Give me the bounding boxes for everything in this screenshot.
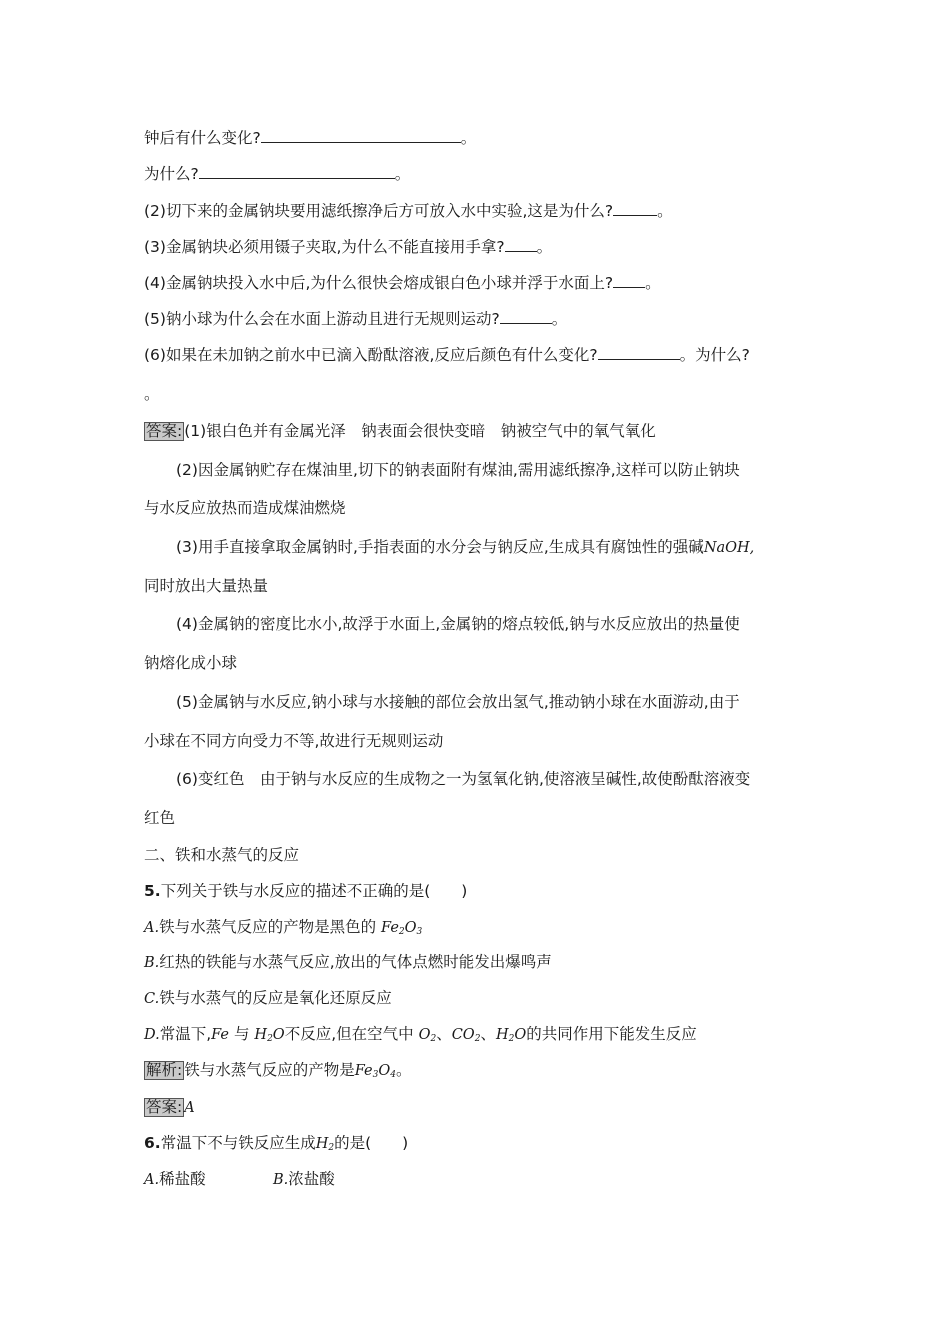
q4-sub2: (2)切下来的金属钠块要用滤纸擦净后方可放入水中实验,这是为什么? 。 <box>144 202 673 220</box>
answer-blank[interactable] <box>598 345 680 360</box>
answer-4-line1: 答案: (1)银白色并有金属光泽 钠表面会很快变暗 钠被空气中的氧气氧化 <box>146 422 656 440</box>
formula-h2: $H_2$ <box>315 1136 335 1153</box>
q4-period: 。 <box>144 385 160 403</box>
q5-option-c[interactable]: C.铁与水蒸气的反应是氧化还原反应 <box>144 989 392 1007</box>
q6-option-b[interactable]: B.浓盐酸 <box>273 1170 335 1188</box>
answer-blank[interactable] <box>500 309 552 324</box>
q4-sub5: (5)钠小球为什么会在水面上游动且进行无规则运动? 。 <box>144 310 568 328</box>
q6-stem: 6.常温下不与铁反应生成$H_2$的是( ) <box>144 1134 409 1153</box>
answer-4-2a: (2)因金属钠贮存在煤油里,切下的钠表面附有煤油,需用滤纸擦净,这样可以防止钠块 <box>176 461 740 479</box>
answer-label: 答案: <box>146 1098 183 1116</box>
q5-stem: 5.下列关于铁与水反应的描述不正确的是( ) <box>144 882 468 900</box>
answer-blank[interactable] <box>261 128 461 143</box>
q4-sub4: (4)金属钠块投入水中后,为什么很快会熔成银白色小球并浮于水面上? 。 <box>144 274 661 292</box>
formula-h2o: $H_2O$ <box>254 1027 285 1044</box>
formula-fe3o4: $Fe_3O_4$ <box>354 1063 396 1080</box>
answer-4-2b: 与水反应放热而造成煤油燃烧 <box>144 499 346 517</box>
analysis-label: 解析: <box>146 1061 183 1079</box>
q4-sub6: (6)如果在未加钠之前水中已滴入酚酞溶液,反应后颜色有什么变化? 。为什么? <box>144 346 750 364</box>
answer-4-4b: 钠熔化成小球 <box>144 654 238 672</box>
answer-4-3b: 同时放出大量热量 <box>144 577 269 595</box>
q4-line1: 钟后有什么变化? 。 <box>144 129 477 147</box>
formula-h2o: $H_2O$ <box>495 1027 527 1044</box>
q5-option-a[interactable]: A.铁与水蒸气反应的产物是黑色的 $Fe_2O_3$ <box>144 918 423 937</box>
formula-co2: $CO_2$ <box>451 1027 481 1044</box>
q6-option-a[interactable]: A.稀盐酸 <box>144 1170 206 1188</box>
answer-blank[interactable] <box>613 201 657 216</box>
answer-4-6b: 红色 <box>144 809 176 827</box>
answer-blank[interactable] <box>199 164 395 179</box>
formula-o2: $O_2$ <box>418 1027 437 1044</box>
q4-sub3: (3)金属钠块必须用镊子夹取,为什么不能直接用手拿? 。 <box>144 238 553 256</box>
q4-line2: 为什么? 。 <box>144 165 411 183</box>
formula-fe2o3: $Fe_2O_3$ <box>381 920 423 937</box>
section-title: 二、铁和水蒸气的反应 <box>144 846 300 864</box>
answer-4-5a: (5)金属钠与水反应,钠小球与水接触的部位会放出氢气,推动钠小球在水面游动,由于 <box>176 693 740 711</box>
answer-4-6a: (6)变红色 由于钠与水反应的生成物之一为氢氧化钠,使溶液呈碱性,故使酚酞溶液变 <box>176 770 751 788</box>
answer-blank[interactable] <box>505 237 537 252</box>
answer-label: 答案: <box>146 422 183 440</box>
q5-option-b[interactable]: B.红热的铁能与水蒸气反应,放出的气体点燃时能发出爆鸣声 <box>144 953 552 971</box>
answer-4-3a: (3)用手直接拿取金属钠时,手指表面的水分会与钠反应,生成具有腐蚀性的强碱NaOH, <box>176 538 755 556</box>
answer-4-4a: (4)金属钠的密度比水小,故浮于水面上,金属钠的熔点较低,钠与水反应放出的热量使 <box>176 615 740 633</box>
q5-option-d[interactable]: D.常温下,Fe 与 $H_2O$不反应,但在空气中 $O_2$、$CO_2$、$H_2O$的共同作用下能发生反应 <box>144 1025 697 1044</box>
q5-analysis: 解析: 铁与水蒸气反应的产物是$Fe_3O_4$。 <box>146 1061 412 1080</box>
answer-4-5b: 小球在不同方向受力不等,故进行无规则运动 <box>144 732 444 750</box>
q5-answer: 答案: A <box>146 1098 195 1116</box>
answer-blank[interactable] <box>613 273 645 288</box>
